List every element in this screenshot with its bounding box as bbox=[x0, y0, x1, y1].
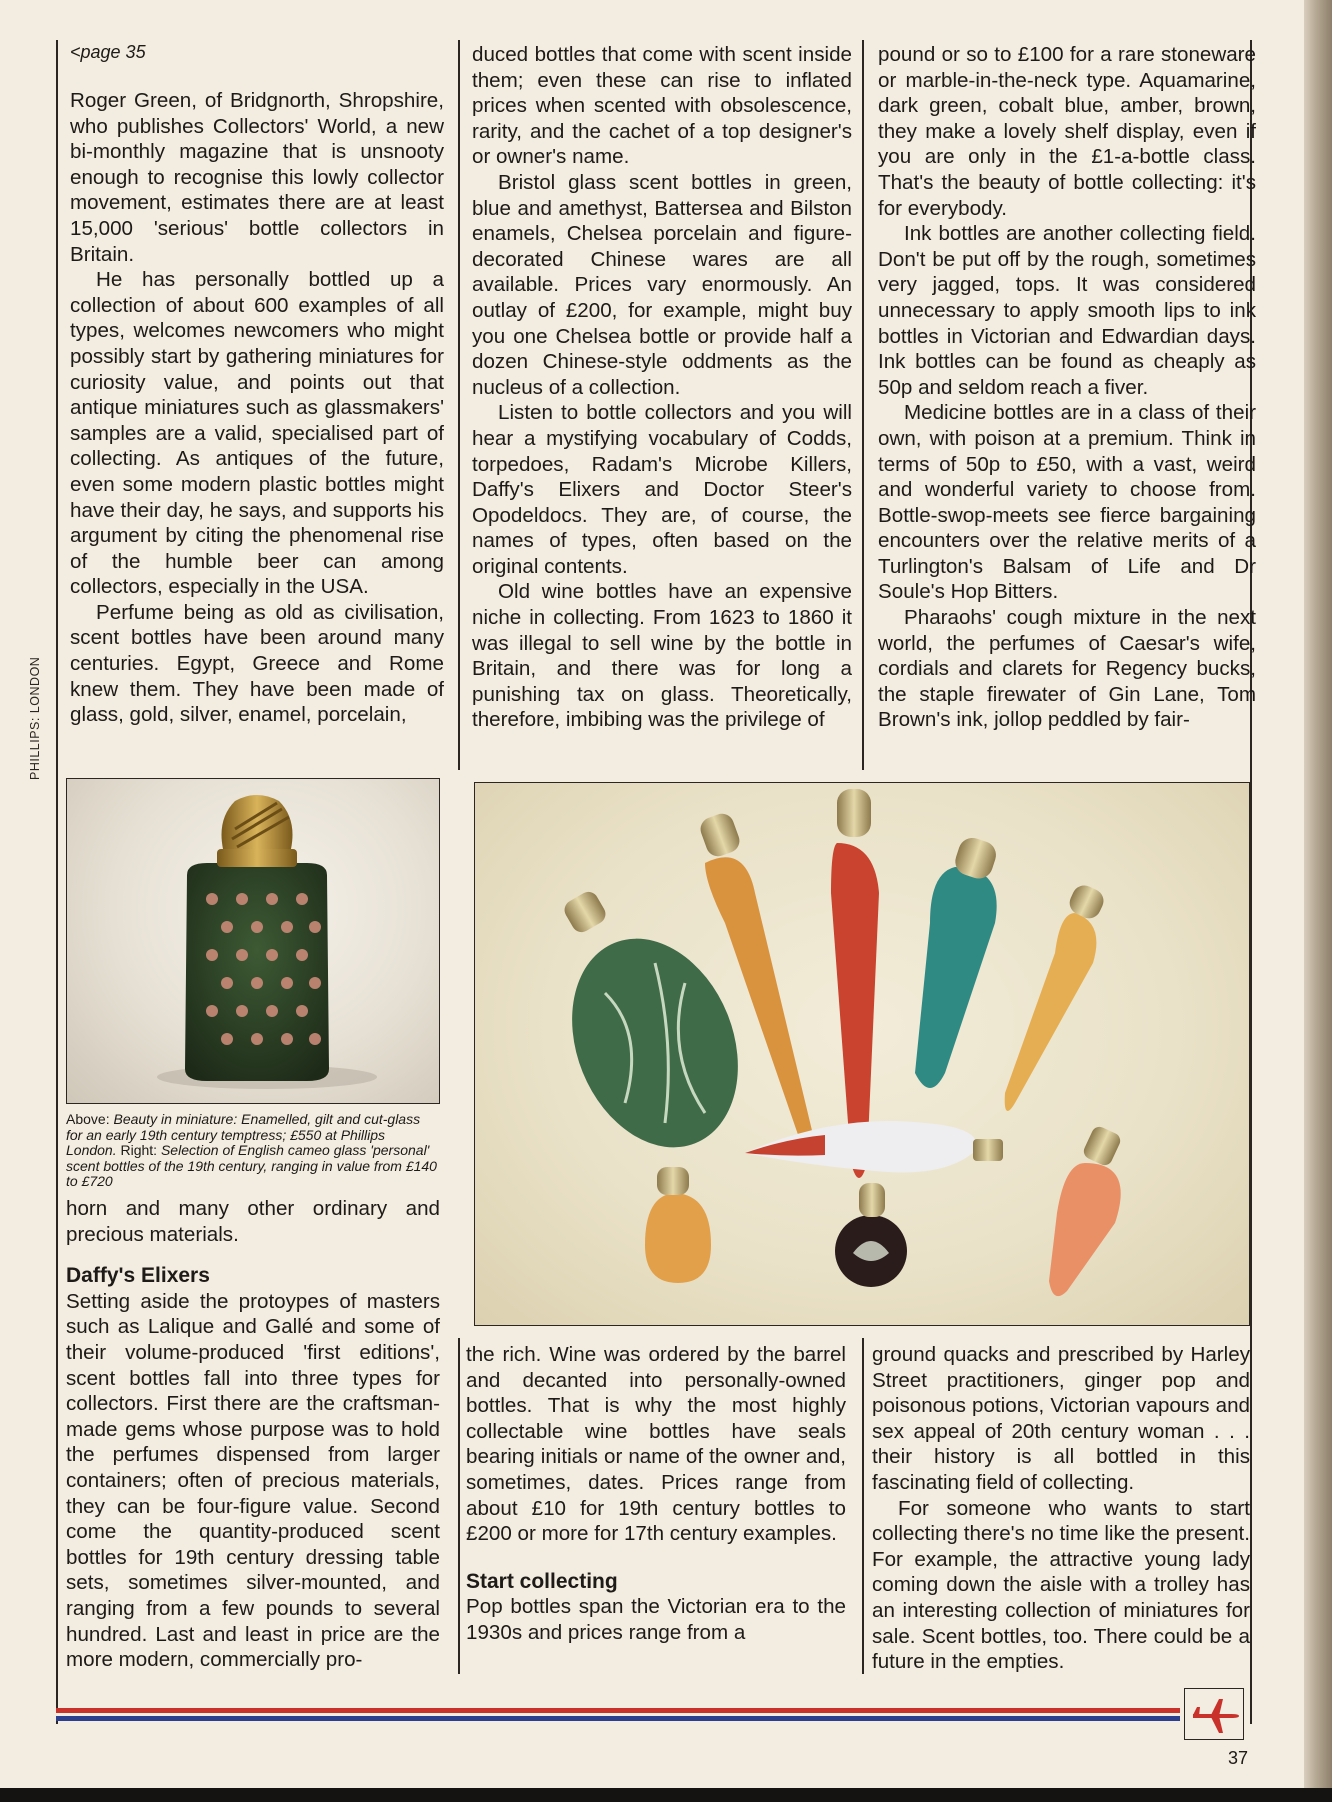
paragraph: Listen to bottle collectors and you will hear a mystifying vocabulary of Codds, torpedoes, Radam's Microbe Killers, Daffy's Elixers and Doctor Steer's Opodeldocs. They are, of course, the names of types, often based on the original contents. bbox=[472, 401, 852, 578]
cameo-bottles-illustration bbox=[475, 783, 1249, 1325]
section-heading: Start collecting bbox=[466, 1569, 618, 1593]
paragraph: ground quacks and prescribed by Harley Street practitioners, ginger pop and poisonous potions, Victorian vapours and sex appeal of 20th century woman . . . their history is all bottled in this fascinating field of collecting. bbox=[872, 1343, 1250, 1494]
column-2-bottom bbox=[466, 1342, 846, 1646]
bottom-strip bbox=[0, 1788, 1332, 1802]
page-edge bbox=[1304, 0, 1332, 1802]
caption-label-right: Right: bbox=[120, 1142, 158, 1158]
caption-text-above: Beauty in miniature: Enamelled, gilt and cut-glass for an early 19th century temptress; £550 at Phillips London. bbox=[66, 1111, 421, 1158]
photo-credit: PHILLIPS: LONDON bbox=[28, 656, 42, 780]
paragraph: For someone who wants to start collecting there's no time like the present. For example, the attractive young lady coming down the aisle with a trolley has an interesting collection of miniatures for sale. Scent bottles, too. There could be a future in the empties. bbox=[872, 1496, 1250, 1674]
paragraph: Medicine bottles are in a class of their own, with poison at a premium. Think in terms of 50p to £50, with a vast, weird and wonderful variety to choose from. Bottle-swop-meets see fierce bargaining encounters over the relative merits of a Turlington's Balsam of Life and Dr Soule's Hop Bitters. bbox=[878, 401, 1256, 604]
paragraph: Old wine bottles have an expensive niche in collecting. From 1623 to 1860 it was illegal to sell wine by the bottle in Britain, and there was for long a punishing tax on glass. Theoretically, therefore, imbibing was the privilege of bbox=[472, 580, 852, 732]
page-number: 37 bbox=[1228, 1748, 1249, 1768]
paragraph: horn and many other ordinary and precious materials. bbox=[66, 1197, 440, 1246]
paragraph: Roger Green, of Bridgnorth, Shropshire, who publishes Collectors' World, a new bi-monthly magazine that is unsnooty enough to recognise this lowly collector movement, estimates there are at least 15,000 'serious' bottle collectors in Britain. bbox=[70, 89, 444, 266]
stripe-blue bbox=[56, 1716, 1180, 1721]
photo-caption bbox=[66, 1112, 438, 1190]
column-2-top bbox=[472, 42, 852, 733]
paragraph: the rich. Wine was ordered by the barrel and decanted into personally-owned bottles. That is why the most highly collectable wine bottles have seals bearing initials or name of the owner and, sometimes, dates. Prices range from about £10 for 19th century bottles to £200 or more for 17th century examples. bbox=[466, 1343, 846, 1546]
left-frame-rule bbox=[56, 40, 58, 1724]
paragraph: Pop bottles span the Victorian era to the 1930s and prices range from a bbox=[466, 1595, 846, 1644]
section-heading: Daffy's Elixers bbox=[66, 1264, 210, 1288]
airline-badge bbox=[1184, 1688, 1244, 1740]
paragraph: duced bottles that come with scent inside them; even these can rise to inflated prices when scented with obsolescence, rarity, and the cachet of a top designer's or owner's name. bbox=[472, 43, 852, 169]
scent-bottle-illustration bbox=[67, 779, 439, 1103]
column-3-bottom bbox=[872, 1342, 1250, 1675]
col-rule-1 bbox=[458, 40, 460, 770]
paragraph: pound or so to £100 for a rare stoneware or marble-in-the-neck type. Aquamarine, dark green, cobalt blue, amber, brown, they make a lovely shelf display, even if you are only in the £1-a-bottle class. That's the beauty of bottle collecting: it's for everybody. bbox=[878, 43, 1256, 220]
paragraph: Pharaohs' cough mixture in the next world, the perfumes of Caesar's wife, cordials and clarets for Regency bucks, the staple firewater of Gin Lane, Tom Brown's ink, jollop peddled by fair- bbox=[878, 606, 1256, 732]
paragraph: Perfume being as old as civilisation, scent bottles have been around many centuries. Egypt, Greece and Rome knew them. They have been made of glass, gold, silver, enamel, porcelain, bbox=[70, 600, 444, 727]
photo-cameo-glass-bottles bbox=[474, 782, 1250, 1326]
column-1-top bbox=[70, 88, 444, 728]
caption-text-right: Selection of English cameo glass 'personal' scent bottles of the 19th century, ranging in value from £140 to £720 bbox=[66, 1142, 437, 1189]
paragraph: Setting aside the protoypes of masters such as Lalique and Gallé and some of their volume-produced 'first editions', scent bottles fall into three types for collectors. First there are the craftsman-made gems whose purpose was to hold the perfumes dispensed from larger containers; often of precious materials, they can be four-figure value. Second come the quantity-produced scent bottles for 19th century dressing table sets, sometimes silver-mounted, and ranging from a few pounds to several hundred. Last and least in price are the more modern, commercially pro- bbox=[66, 1289, 440, 1672]
caption-label-above: Above: bbox=[66, 1111, 110, 1127]
airplane-icon bbox=[1185, 1689, 1243, 1739]
col-rule-4 bbox=[862, 1338, 864, 1674]
col-rule-2 bbox=[862, 40, 864, 770]
paragraph: Bristol glass scent bottles in green, blue and amethyst, Battersea and Bilston enamels, Chelsea porcelain and figure-decorated Chinese wares are all available. Prices vary enormously. An outlay of £200, for example, might buy you one Chelsea bottle or provide half a dozen Chinese-style oddments as the nucleus of a collection. bbox=[472, 170, 852, 399]
col-rule-3 bbox=[458, 1338, 460, 1674]
column-1-bottom bbox=[66, 1196, 440, 1673]
paragraph: Ink bottles are another collecting field. Don't be put off by the rough, sometimes very jagged, tops. It was considered unnecessary to apply smooth lips to ink bottles in Victorian and Edwardian days. Ink bottles can be found as cheaply as 50p and seldom reach a fiver. bbox=[878, 222, 1256, 399]
photo-enamelled-scent-bottle bbox=[66, 778, 440, 1104]
page-reference: <page 35 bbox=[70, 42, 146, 62]
paragraph: He has personally bottled up a collection of about 600 examples of all types, welcomes newcomers who might possibly start by gathering miniatures for curiosity value, and points out that antique miniatures such as glassmakers' samples are a valid, specialised part of collecting. As antiques of the future, even some modern plastic bottles might have their day, he says, and supports his argument by citing the phenomenal rise of the humble beer can among collectors, especially in the USA. bbox=[70, 268, 444, 599]
column-3-top bbox=[878, 42, 1256, 733]
